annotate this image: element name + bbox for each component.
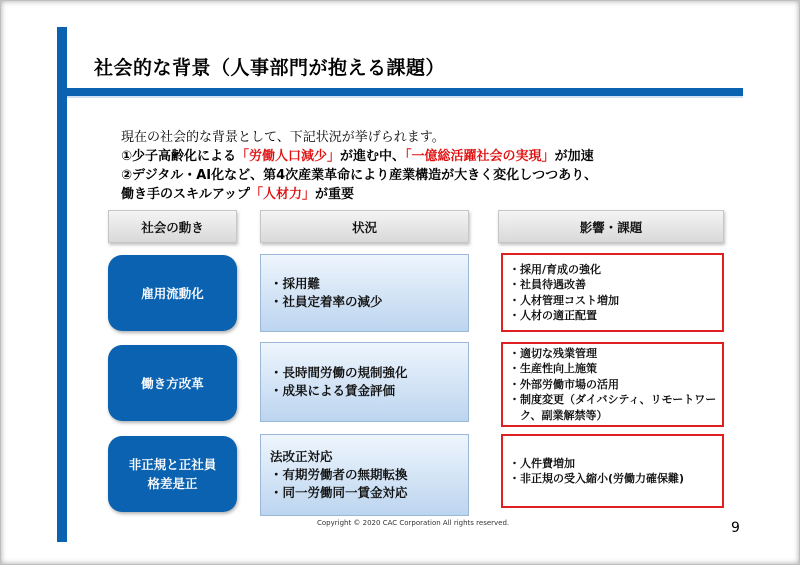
intro-line-4-post: が重要 [314, 187, 354, 202]
impact-item: ・採用/育成の強化 [509, 262, 602, 276]
intro-highlight-society: 「一億総活躍社会の実現」 [405, 149, 555, 164]
intro-highlight-labor: 「労働人口減少」 [236, 149, 341, 164]
situation-item: ・長時間労働の規制強化 [270, 365, 408, 380]
slide-title: 社会的な背景（人事部門が抱える課題） [94, 57, 446, 79]
header-situation: 状況 [260, 210, 469, 243]
movement-label: 非正規と正社員 [128, 457, 217, 472]
intro-line-2-post: が加速 [554, 149, 594, 164]
movement-employment-mobility [108, 255, 237, 331]
situation-item: ・有期労働者の無期転換 [270, 467, 408, 482]
impact-item: ・非正規の受入縮小(労働力確保難) [509, 472, 685, 485]
situation-item: ・社員定着率の減少 [270, 294, 383, 309]
page-number: 9 [731, 520, 740, 536]
slide-accent-bar [57, 27, 67, 542]
movement-label: 格差是正 [147, 476, 198, 491]
situation-box-work-style [260, 342, 469, 422]
header-impact: 影響・課題 [498, 210, 724, 243]
intro-line-4-pre: 働き手のスキルアップ [121, 187, 250, 202]
intro-line-2-mid: が進む中、 [340, 149, 406, 164]
intro-line-4 [121, 186, 354, 203]
title-underline-accent [67, 96, 743, 98]
intro-line-1: 現在の社会的な背景として、下記状況が挙げられます。 [121, 130, 445, 145]
situation-box-irregular [260, 434, 469, 516]
intro-line-2-pre: ①少子高齢化による [121, 149, 237, 164]
movement-work-style-reform [108, 345, 237, 421]
copyright-text: Copyright © 2020 CAC Corporation All rights reserved. [317, 519, 510, 527]
movement-irregular-regular-gap [108, 436, 237, 512]
situation-box-employment [260, 254, 469, 332]
intro-line-3: ②デジタル・AI化など、第4次産業革命により産業構造が大きく変化しつつあり、 [121, 168, 598, 183]
impact-item: ・社員待遇改善 [509, 278, 586, 291]
impact-box-irregular [501, 434, 724, 508]
impact-item: ・外部労働市場の活用 [509, 377, 619, 391]
impact-box-work-style [501, 342, 724, 427]
impact-item: ・制度変更（ダイバシティ、リモートワー [509, 393, 717, 407]
situation-item: ・成果による賃金評価 [270, 383, 396, 398]
header-movement: 社会の動き [108, 210, 237, 243]
impact-item: ク、副業解禁等） [509, 408, 608, 422]
impact-item: ・人件費増加 [509, 456, 575, 470]
impact-item: ・生産性向上施策 [509, 362, 597, 376]
situation-item: ・同一労働同一賃金対応 [270, 485, 408, 500]
situation-item: ・採用難 [270, 276, 321, 291]
situation-item: 法改正対応 [270, 449, 333, 464]
movement-label: 雇用流動化 [141, 285, 204, 301]
impact-item: ・適切な残業管理 [509, 346, 597, 360]
title-underline [67, 88, 743, 96]
intro-highlight-talent: 「人材力」 [249, 187, 315, 202]
intro-line-2 [121, 148, 594, 165]
movement-label: 働き方改革 [141, 375, 204, 391]
impact-item: ・人材の適正配置 [509, 309, 597, 322]
impact-box-employment [501, 253, 724, 332]
impact-item: ・人材管理コスト増加 [509, 293, 619, 307]
